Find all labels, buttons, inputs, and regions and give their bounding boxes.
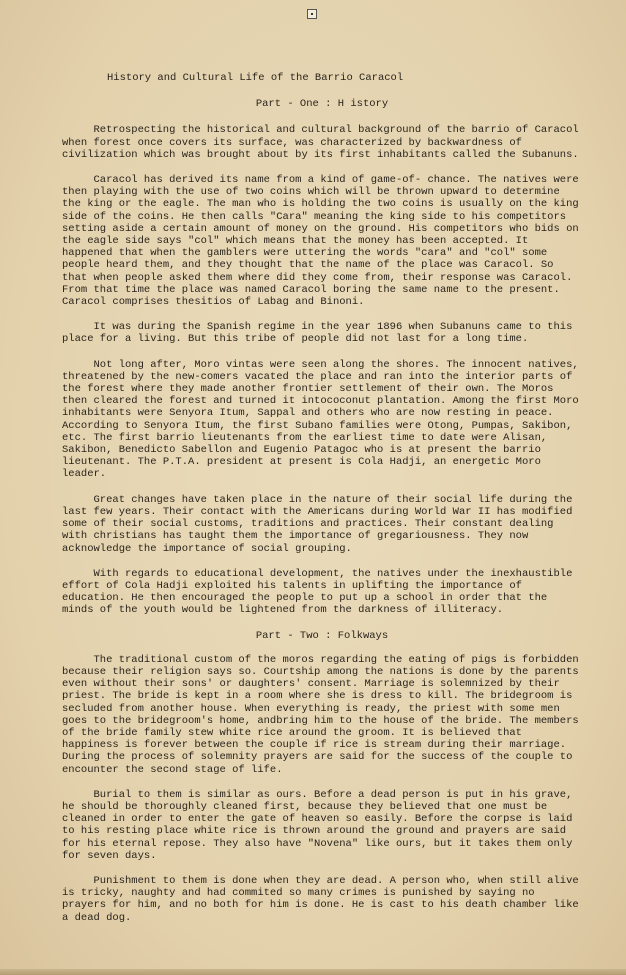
page-bottom-strip: [0, 969, 626, 975]
document-title: History and Cultural Life of the Barrio Caracol: [107, 72, 404, 84]
part-two-heading: Part - Two : Folkways: [255, 629, 389, 642]
register-mark-icon: [307, 9, 317, 19]
history-paragraph-3: It was during the Spanish regime in the year 1896 when Subanuns came to this place for a living. But this tribe of people did not last for a long time.: [62, 321, 573, 346]
history-paragraph-2: Caracol has derived its name from a kind of game-of- chance. The natives were then playing with the use of two coins which will be thrown upward to determine the king or the eagle. The man who is holding the two coins is usually on the king side of the coins. He then calls "Cara" meaning the king side to his competitors setting aside a certain amount of money on the ground. His competitors who bids on the eagle side says "col" which means that the money has been accepted. It happened that when the gamblers were uttering the words "cara" and "col" some people heard them, and they thought that the name of the place was Caracol. So that when people asked them where did they come from, their response was Caracol. From that time the place was named Caracol boring the same name to the present. Caracol comprises thesitios of Labag and Binoni.: [62, 174, 579, 309]
part-one-heading: Part - One : H istory: [255, 98, 389, 111]
history-paragraph-5: Great changes have taken place in the nature of their social life during the last few years. Their contact with the Americans during World War II has modified some of their social customs, traditions and practices. Their constant dealing with christians has taught them the importance of gregariousness. They now acknowledge the importance of social grouping.: [62, 493, 573, 555]
history-paragraph-1: Retrospecting the historical and cultural background of the barrio of Caracol when forest once covers its surface, was characterized by backwardness of civilization which was brought about by its first inhabitants called the Subanuns.: [62, 124, 579, 161]
folkways-paragraph-2: Burial to them is similar as ours. Before a dead person is put in his grave, he should be thoroughly cleaned first, because they believed that one must be cleaned in order to enter the gate of heaven so easily. Before the corpse is laid to his resting place white rice is thrown around the ground and prayers are said for his eternal repose. They also have "Novena" like ours, but it takes them only for seven days.: [62, 788, 573, 862]
document-body: [62, 72, 582, 937]
folkways-paragraph-3: Punishment to them is done when they are dead. A person who, when still alive is tricky, naughty and had commited so many crimes is punished by saying no prayers for him, and no both for him is done. He is cast to his death chamber like a dead dog.: [62, 874, 579, 924]
folkways-paragraph-1: The traditional custom of the moros regarding the eating of pigs is forbidden because their religion says so. Courtship among the nations is done by the parents even without their sons' or daughters' consent. Marriage is solemnized by their priest. The bride is kept in a room where she is dress to kill. The bridegroom is secluded from another house. When everything is ready, the priest with some men goes to the bridegroom's home, andbring him to the house of the bride. The members of the bride family stew white rice around the groom. It is believed that happiness is forever between the couple if rice is stream during their marriage. During the process of solemnity prayers are said for the success of the couple to encounter the second stage of life.: [62, 653, 579, 776]
history-paragraph-4: Not long after, Moro vintas were seen along the shores. The innocent natives, threatened by the new-comers vacated the place and ran into the interior parts of the forest where they made another frontier settlement of their own. The Moros then cleared the forest and turned it intococonut plantation. Among the first Moro inhabitants were Senyora Itum, Sappal and others who are now resting in peace. According to Senyora Itum, the first Subano families were Otong, Pumpas, Sakibon, etc. The first barrio lieutenants from the earliest time to date were Alisan, Sakibon, Benedicto Sabellon and Eugenio Patagoc who is at present the barrio lieutenant. The P.T.A. president at present is Cola Hadji, an energetic Moro leader.: [62, 358, 579, 481]
history-paragraph-6: With regards to educational development, the natives under the inexhaustible effort of Cola Hadji exploited his talents in uplifting the importance of education. He then encouraged the people to put up a school in order that the minds of the youth would be lightened from the darkness of illiteracy.: [62, 567, 573, 617]
